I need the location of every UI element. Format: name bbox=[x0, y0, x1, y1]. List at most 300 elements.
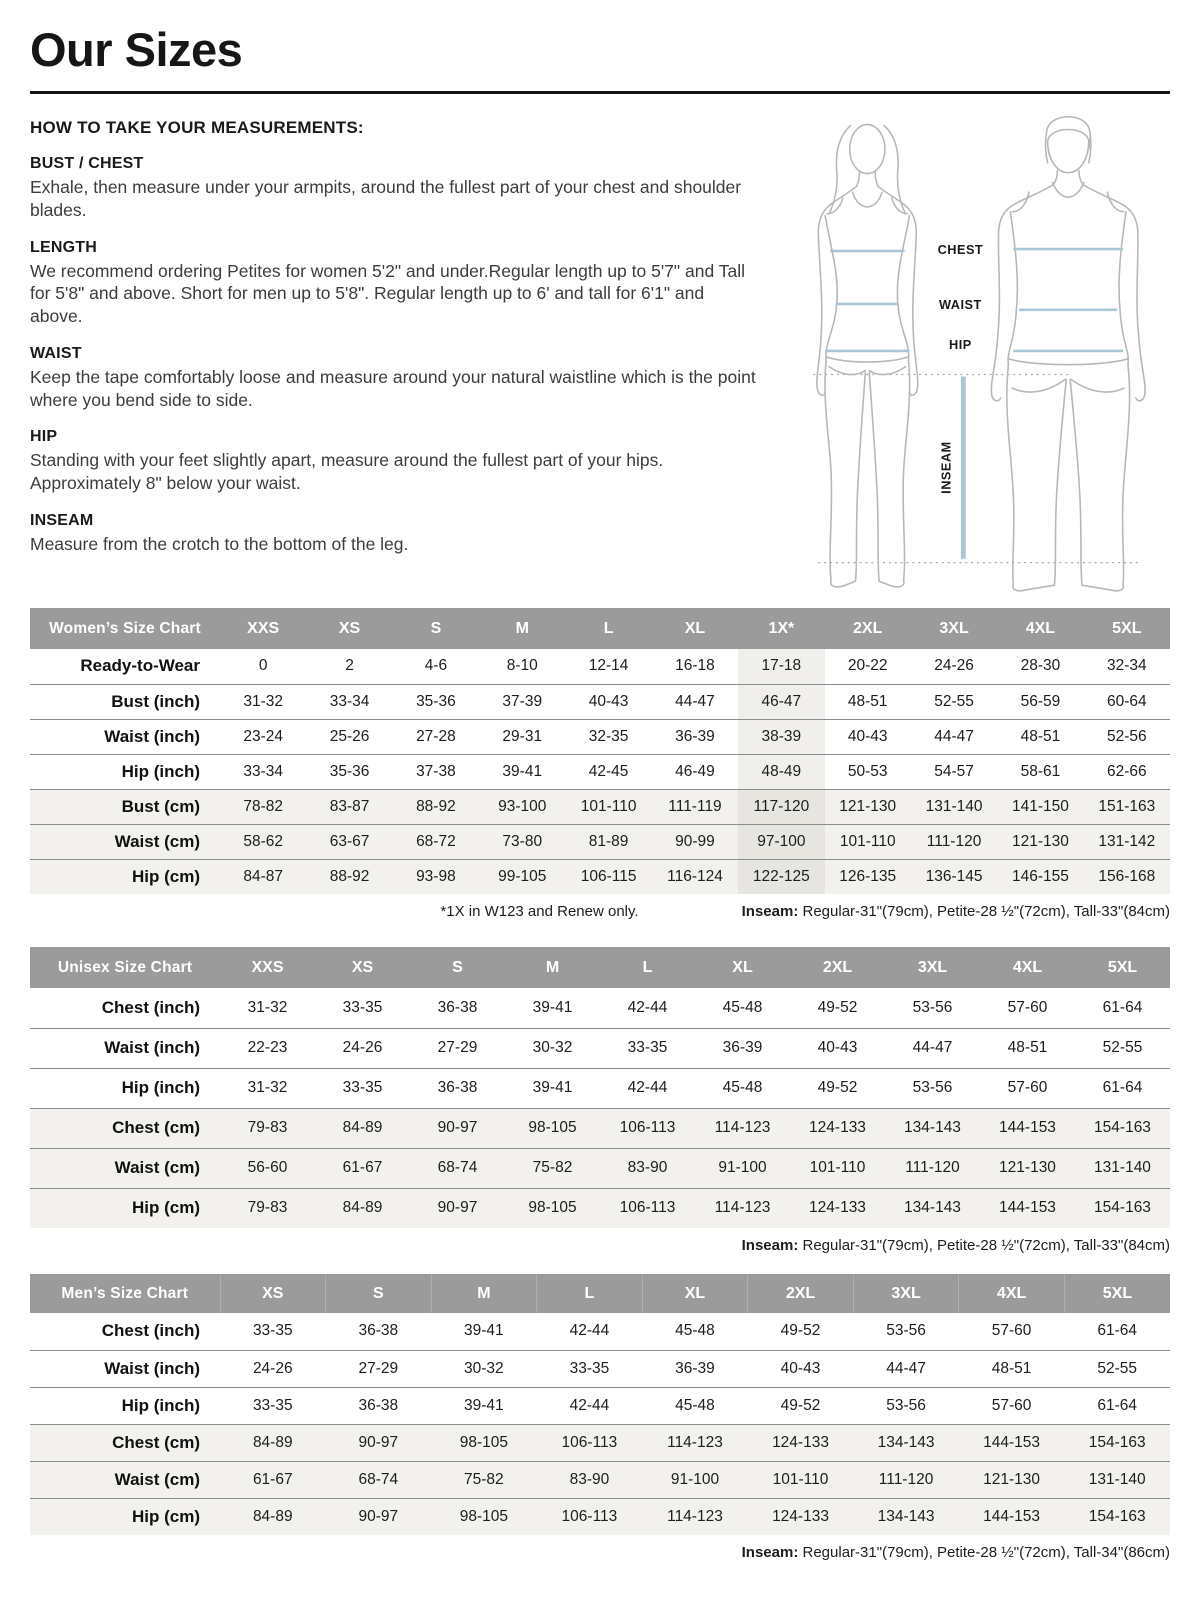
size-cell: 33-35 bbox=[342, 1079, 383, 1096]
size-cell: 44-47 bbox=[912, 1039, 953, 1056]
size-cell: 33-35 bbox=[569, 1359, 610, 1377]
size-cell: 31-32 bbox=[247, 1079, 288, 1096]
size-cell: 54-57 bbox=[934, 762, 974, 780]
size-cell: 98-105 bbox=[505, 1108, 600, 1148]
size-cell: 134-143 bbox=[885, 1188, 980, 1228]
size-cell: 52-55 bbox=[934, 692, 974, 710]
size-cell: 49-52 bbox=[780, 1322, 821, 1340]
size-column-header: XL bbox=[652, 608, 738, 649]
table-row bbox=[30, 1148, 1170, 1188]
size-cell: 27-29 bbox=[437, 1039, 478, 1056]
row-label: Bust (inch) bbox=[111, 691, 200, 711]
size-cell: 40-43 bbox=[780, 1359, 821, 1377]
size-column-header: 4XL bbox=[997, 608, 1083, 649]
size-cell: 126-135 bbox=[825, 859, 911, 894]
size-cell: 90-97 bbox=[410, 1108, 505, 1148]
womens-inseam-note bbox=[742, 903, 1170, 920]
size-cell: 111-119 bbox=[652, 789, 738, 824]
size-cell: 84-89 bbox=[315, 1108, 410, 1148]
size-cell: 90-97 bbox=[326, 1424, 432, 1461]
size-cell: 33-34 bbox=[243, 762, 283, 780]
size-cell: 53-56 bbox=[886, 1396, 926, 1414]
size-cell: 88-92 bbox=[306, 859, 392, 894]
size-cell: 144-153 bbox=[980, 1108, 1075, 1148]
size-cell: 2 bbox=[345, 657, 354, 675]
row-label: Bust (cm) bbox=[30, 789, 220, 824]
size-cell: 154-163 bbox=[1075, 1108, 1170, 1148]
section-body-inseam: Measure from the crotch to the bottom of the leg. bbox=[30, 533, 409, 554]
size-cell: 61-64 bbox=[1102, 998, 1143, 1016]
size-cell: 68-72 bbox=[393, 824, 479, 859]
size-cell: 90-97 bbox=[410, 1188, 505, 1228]
size-cell: 42-44 bbox=[627, 998, 668, 1016]
table-row bbox=[30, 1028, 1170, 1068]
female-figure bbox=[817, 125, 918, 587]
size-cell: 56-60 bbox=[220, 1148, 315, 1188]
size-column-header: 3XL bbox=[885, 947, 980, 988]
size-cell: 84-89 bbox=[315, 1188, 410, 1228]
section-title-length: LENGTH bbox=[30, 238, 97, 256]
chest-label: CHEST bbox=[937, 241, 984, 257]
size-cell: 75-82 bbox=[505, 1148, 600, 1188]
size-cell: 98-105 bbox=[431, 1424, 537, 1461]
size-cell: 38-39 bbox=[738, 719, 824, 754]
size-cell: 36-39 bbox=[675, 727, 715, 745]
table-header-row bbox=[30, 947, 1170, 988]
size-cell: 48-51 bbox=[991, 1359, 1032, 1377]
row-label: Waist (inch) bbox=[104, 726, 200, 746]
row-label: Ready-to-Wear bbox=[80, 656, 200, 676]
measurement-instructions bbox=[30, 104, 756, 556]
size-cell: 36-38 bbox=[358, 1396, 399, 1414]
size-cell: 101-110 bbox=[825, 824, 911, 859]
size-cell: 42-45 bbox=[588, 762, 629, 780]
size-cell: 46-47 bbox=[738, 684, 824, 719]
size-cell: 31-32 bbox=[247, 998, 288, 1016]
table-header-row bbox=[30, 1274, 1170, 1313]
size-cell: 45-48 bbox=[722, 998, 763, 1016]
size-cell: 57-60 bbox=[1007, 1079, 1048, 1096]
row-label: Waist (inch) bbox=[104, 1038, 200, 1057]
size-cell: 37-39 bbox=[502, 692, 543, 710]
size-cell: 83-90 bbox=[537, 1461, 643, 1498]
size-cell: 35-36 bbox=[416, 692, 456, 710]
size-cell: 101-110 bbox=[790, 1148, 885, 1188]
size-cell: 90-99 bbox=[652, 824, 738, 859]
size-cell: 101-110 bbox=[748, 1461, 854, 1498]
size-cell: 84-89 bbox=[220, 1498, 326, 1535]
size-cell: 32-34 bbox=[1106, 657, 1147, 675]
size-cell: 33-35 bbox=[252, 1322, 293, 1340]
size-column-header: M bbox=[479, 608, 565, 649]
size-cell: 93-98 bbox=[393, 859, 479, 894]
section-title-hip: HIP bbox=[30, 428, 58, 446]
size-column-header: XS bbox=[315, 947, 410, 988]
size-cell: 83-90 bbox=[600, 1148, 695, 1188]
size-column-header: 5XL bbox=[1064, 1274, 1170, 1313]
table-row bbox=[30, 719, 1170, 754]
size-cell: 57-60 bbox=[991, 1396, 1032, 1414]
size-cell: 58-61 bbox=[1020, 762, 1061, 780]
size-cell: 53-56 bbox=[912, 1079, 953, 1096]
size-cell: 116-124 bbox=[652, 859, 738, 894]
section-body-bust-chest: Exhale, then measure under your armpits, around the fullest part of your chest and shoulder blades. bbox=[30, 177, 742, 220]
size-cell: 33-35 bbox=[342, 998, 383, 1016]
size-column-header: 2XL bbox=[790, 947, 885, 988]
size-column-header: S bbox=[393, 608, 479, 649]
size-cell: 131-140 bbox=[911, 789, 997, 824]
row-label: Chest (cm) bbox=[30, 1108, 220, 1148]
size-cell: 24-26 bbox=[342, 1039, 383, 1056]
size-cell: 111-120 bbox=[885, 1148, 980, 1188]
inseam-note-label: Inseam: bbox=[741, 1544, 799, 1561]
size-cell: 124-133 bbox=[790, 1108, 885, 1148]
size-cell: 61-64 bbox=[1102, 1079, 1143, 1096]
size-cell: 121-130 bbox=[980, 1148, 1075, 1188]
size-column-header: 4XL bbox=[959, 1274, 1065, 1313]
size-cell: 90-97 bbox=[326, 1498, 432, 1535]
size-cell: 49-52 bbox=[780, 1396, 821, 1414]
size-cell: 61-64 bbox=[1097, 1322, 1138, 1340]
size-cell: 111-120 bbox=[911, 824, 997, 859]
size-cell: 36-38 bbox=[358, 1322, 399, 1340]
table-row bbox=[30, 1498, 1170, 1535]
size-cell: 84-89 bbox=[220, 1424, 326, 1461]
row-label: Waist (cm) bbox=[30, 1461, 220, 1498]
size-cell: 144-153 bbox=[959, 1424, 1065, 1461]
inseam-note-label: Inseam: bbox=[741, 1237, 799, 1254]
size-cell: 121-130 bbox=[825, 789, 911, 824]
size-cell: 111-120 bbox=[853, 1461, 959, 1498]
size-column-header: 3XL bbox=[911, 608, 997, 649]
table-row bbox=[30, 1313, 1170, 1350]
size-cell: 42-44 bbox=[569, 1322, 610, 1340]
size-cell: 39-41 bbox=[464, 1322, 504, 1340]
size-cell: 61-67 bbox=[220, 1461, 326, 1498]
size-column-header: M bbox=[431, 1274, 537, 1313]
size-cell: 106-113 bbox=[537, 1498, 643, 1535]
row-label: Chest (inch) bbox=[101, 997, 200, 1017]
size-cell: 52-55 bbox=[1102, 1039, 1143, 1056]
size-cell: 124-133 bbox=[748, 1498, 854, 1535]
table-row bbox=[30, 1424, 1170, 1461]
size-cell: 48-51 bbox=[1020, 727, 1061, 745]
section-title-inseam: INSEAM bbox=[30, 511, 94, 529]
size-cell: 124-133 bbox=[790, 1188, 885, 1228]
size-cell: 36-38 bbox=[437, 1079, 478, 1096]
size-cell: 40-43 bbox=[817, 1039, 858, 1056]
size-cell: 136-145 bbox=[911, 859, 997, 894]
size-cell: 44-47 bbox=[934, 727, 974, 745]
size-column-header: S bbox=[326, 1274, 432, 1313]
size-cell: 106-115 bbox=[565, 859, 651, 894]
size-cell: 33-35 bbox=[627, 1039, 668, 1056]
size-column-header: 5XL bbox=[1084, 608, 1170, 649]
table-row bbox=[30, 1461, 1170, 1498]
size-cell: 30-32 bbox=[532, 1039, 573, 1056]
size-cell: 53-56 bbox=[912, 998, 953, 1016]
table-row bbox=[30, 684, 1170, 719]
size-cell: 49-52 bbox=[817, 998, 858, 1016]
size-cell: 36-39 bbox=[722, 1039, 763, 1056]
row-label: Chest (inch) bbox=[101, 1321, 200, 1341]
size-column-header: XS bbox=[306, 608, 392, 649]
row-label: Waist (inch) bbox=[104, 1358, 200, 1378]
size-cell: 52-56 bbox=[1106, 727, 1147, 745]
size-column-header: L bbox=[537, 1274, 643, 1313]
section-body-length: We recommend ordering Petites for women 5'2" and under.Regular length up to 5'7" and Tall for 5'8" and above. Short for men up to 5'8". Regular length up to 6' and tall for 6'1" and above. bbox=[30, 260, 745, 326]
size-cell: 12-14 bbox=[588, 657, 629, 675]
size-cell: 68-74 bbox=[326, 1461, 432, 1498]
size-cell: 98-105 bbox=[505, 1188, 600, 1228]
size-cell: 144-153 bbox=[980, 1188, 1075, 1228]
table-row bbox=[30, 1188, 1170, 1228]
size-cell: 151-163 bbox=[1084, 789, 1170, 824]
size-cell: 61-67 bbox=[315, 1148, 410, 1188]
size-cell: 33-34 bbox=[329, 692, 370, 710]
size-cell: 134-143 bbox=[853, 1498, 959, 1535]
mens-inseam-note bbox=[742, 1544, 1170, 1561]
size-cell: 81-89 bbox=[565, 824, 651, 859]
size-cell: 23-24 bbox=[243, 727, 283, 745]
size-cell: 39-41 bbox=[532, 998, 573, 1016]
row-label: Hip (inch) bbox=[121, 761, 200, 781]
size-cell: 114-123 bbox=[642, 1498, 748, 1535]
size-cell: 114-123 bbox=[642, 1424, 748, 1461]
row-label: Hip (cm) bbox=[30, 1498, 220, 1535]
size-column-header: XS bbox=[220, 1274, 326, 1313]
inseam-note-text: Regular-31"(79cm), Petite-28 ½"(72cm), Tall-33"(84cm) bbox=[798, 1237, 1170, 1254]
waist-label: WAIST bbox=[939, 296, 982, 312]
inseam-note-text: Regular-31"(79cm), Petite-28 ½"(72cm), Tall-33"(84cm) bbox=[798, 903, 1170, 920]
size-cell: 121-130 bbox=[997, 824, 1083, 859]
unisex-size-chart-section bbox=[30, 947, 1170, 1254]
table-header-row bbox=[30, 608, 1170, 649]
row-label: Waist (cm) bbox=[30, 824, 220, 859]
size-cell: 61-64 bbox=[1097, 1396, 1138, 1414]
size-cell: 79-83 bbox=[220, 1108, 315, 1148]
size-cell: 36-39 bbox=[675, 1359, 715, 1377]
table-row bbox=[30, 824, 1170, 859]
size-cell: 4-6 bbox=[424, 657, 448, 675]
size-cell: 36-38 bbox=[437, 998, 478, 1016]
size-column-header: L bbox=[600, 947, 695, 988]
size-cell: 114-123 bbox=[695, 1188, 790, 1228]
size-cell: 52-55 bbox=[1097, 1359, 1138, 1377]
unisex-table-notes bbox=[30, 1237, 1170, 1254]
table-row bbox=[30, 988, 1170, 1028]
size-cell: 39-41 bbox=[532, 1079, 573, 1096]
size-cell: 91-100 bbox=[642, 1461, 748, 1498]
size-cell: 49-52 bbox=[817, 1079, 858, 1096]
size-cell: 28-30 bbox=[1020, 657, 1061, 675]
size-cell: 40-43 bbox=[588, 692, 629, 710]
size-cell: 50-53 bbox=[847, 762, 888, 780]
table-row bbox=[30, 754, 1170, 789]
size-column-header: 5XL bbox=[1075, 947, 1170, 988]
row-label: Chest (cm) bbox=[30, 1424, 220, 1461]
size-column-header: XXS bbox=[220, 608, 306, 649]
size-cell: 154-163 bbox=[1064, 1498, 1170, 1535]
size-cell: 53-56 bbox=[886, 1322, 926, 1340]
size-column-header: S bbox=[410, 947, 505, 988]
table-row bbox=[30, 859, 1170, 894]
size-cell: 114-123 bbox=[695, 1108, 790, 1148]
section-title-waist: WAIST bbox=[30, 344, 82, 362]
table-row bbox=[30, 1350, 1170, 1387]
mens-size-chart-section bbox=[30, 1274, 1170, 1561]
size-cell: 83-87 bbox=[306, 789, 392, 824]
table-row bbox=[30, 789, 1170, 824]
womens-size-chart-table bbox=[30, 608, 1170, 894]
size-cell: 39-41 bbox=[464, 1396, 504, 1414]
inseam-note-label: Inseam: bbox=[741, 903, 799, 920]
womens-size-chart-section bbox=[30, 608, 1170, 920]
size-cell: 78-82 bbox=[220, 789, 306, 824]
size-column-header: L bbox=[565, 608, 651, 649]
size-cell: 8-10 bbox=[506, 657, 538, 675]
size-cell: 124-133 bbox=[748, 1424, 854, 1461]
size-cell: 141-150 bbox=[997, 789, 1083, 824]
size-cell: 121-130 bbox=[959, 1461, 1065, 1498]
size-cell: 30-32 bbox=[464, 1359, 504, 1377]
row-label: Hip (inch) bbox=[121, 1078, 200, 1097]
instructions-heading: HOW TO TAKE YOUR MEASUREMENTS: bbox=[30, 118, 364, 137]
size-cell: 20-22 bbox=[847, 657, 888, 675]
size-cell: 57-60 bbox=[991, 1322, 1032, 1340]
unisex-size-chart-table bbox=[30, 947, 1170, 1228]
size-cell: 22-23 bbox=[247, 1039, 288, 1056]
size-cell: 134-143 bbox=[885, 1108, 980, 1148]
size-column-header: M bbox=[505, 947, 600, 988]
row-label: Hip (inch) bbox=[121, 1395, 200, 1415]
womens-table-notes bbox=[30, 903, 1170, 920]
table-title: Women’s Size Chart bbox=[30, 608, 220, 649]
size-cell: 27-28 bbox=[416, 727, 456, 745]
size-column-header: 3XL bbox=[853, 1274, 959, 1313]
size-column-header: 2XL bbox=[825, 608, 911, 649]
size-cell: 93-100 bbox=[479, 789, 565, 824]
size-cell: 122-125 bbox=[738, 859, 824, 894]
table-row bbox=[30, 1108, 1170, 1148]
size-cell: 98-105 bbox=[431, 1498, 537, 1535]
measurement-diagram bbox=[770, 104, 1190, 594]
size-cell: 88-92 bbox=[393, 789, 479, 824]
size-cell: 106-113 bbox=[600, 1188, 695, 1228]
size-cell: 32-35 bbox=[588, 727, 629, 745]
size-cell: 131-140 bbox=[1075, 1148, 1170, 1188]
size-cell: 48-49 bbox=[738, 754, 824, 789]
size-cell: 101-110 bbox=[565, 789, 651, 824]
size-cell: 58-62 bbox=[220, 824, 306, 859]
male-figure bbox=[991, 117, 1145, 591]
size-cell: 42-44 bbox=[569, 1396, 610, 1414]
size-cell: 146-155 bbox=[997, 859, 1083, 894]
size-cell: 27-29 bbox=[358, 1359, 399, 1377]
size-cell: 56-59 bbox=[1020, 692, 1061, 710]
measurement-diagram-svg bbox=[770, 104, 1190, 594]
section-body-hip: Standing with your feet slightly apart, measure around the fullest part of your hips. Approximately 8" below your waist. bbox=[30, 450, 664, 493]
size-cell: 31-32 bbox=[243, 692, 283, 710]
mens-table-notes bbox=[30, 1544, 1170, 1561]
size-cell: 25-26 bbox=[329, 727, 370, 745]
size-cell: 63-67 bbox=[306, 824, 392, 859]
size-cell: 134-143 bbox=[853, 1424, 959, 1461]
size-cell: 42-44 bbox=[627, 1079, 668, 1096]
womens-1x-footnote: *1X in W123 and Renew only. bbox=[440, 903, 639, 920]
size-cell: 24-26 bbox=[252, 1359, 293, 1377]
size-column-header: 2XL bbox=[748, 1274, 854, 1313]
size-cell: 117-120 bbox=[738, 789, 824, 824]
size-column-header: 1X* bbox=[738, 608, 824, 649]
section-title-bust-chest: BUST / CHEST bbox=[30, 155, 144, 172]
size-cell: 17-18 bbox=[738, 649, 824, 684]
size-cell: 0 bbox=[258, 657, 268, 675]
size-cell: 37-38 bbox=[416, 762, 456, 780]
size-cell: 39-41 bbox=[502, 762, 543, 780]
size-cell: 97-100 bbox=[738, 824, 824, 859]
size-column-header: XL bbox=[695, 947, 790, 988]
size-column-header: XL bbox=[642, 1274, 748, 1313]
mens-size-chart-table bbox=[30, 1274, 1170, 1535]
size-cell: 44-47 bbox=[886, 1359, 926, 1377]
size-cell: 45-48 bbox=[675, 1322, 715, 1340]
page-title: Our Sizes bbox=[30, 23, 243, 76]
size-cell: 29-31 bbox=[502, 727, 543, 745]
table-row bbox=[30, 1068, 1170, 1108]
size-cell: 62-66 bbox=[1106, 762, 1147, 780]
unisex-inseam-note bbox=[742, 1237, 1170, 1254]
size-cell: 156-168 bbox=[1084, 859, 1170, 894]
size-cell: 154-163 bbox=[1075, 1188, 1170, 1228]
size-cell: 35-36 bbox=[329, 762, 370, 780]
table-title: Unisex Size Chart bbox=[30, 947, 220, 988]
size-cell: 45-48 bbox=[675, 1396, 715, 1414]
size-cell: 154-163 bbox=[1064, 1424, 1170, 1461]
size-cell: 106-113 bbox=[537, 1424, 643, 1461]
size-cell: 48-51 bbox=[1007, 1039, 1048, 1056]
size-cell: 48-51 bbox=[847, 692, 888, 710]
hip-label: HIP bbox=[949, 337, 972, 352]
size-column-header: XXS bbox=[220, 947, 315, 988]
size-cell: 68-74 bbox=[410, 1148, 505, 1188]
size-cell: 79-83 bbox=[220, 1188, 315, 1228]
size-cell: 44-47 bbox=[675, 692, 715, 710]
size-cell: 73-80 bbox=[479, 824, 565, 859]
size-cell: 33-35 bbox=[252, 1396, 293, 1414]
title-divider bbox=[30, 91, 1170, 94]
size-cell: 45-48 bbox=[722, 1079, 763, 1096]
size-cell: 60-64 bbox=[1106, 692, 1147, 710]
table-row bbox=[30, 1387, 1170, 1424]
inseam-note-text: Regular-31"(79cm), Petite-28 ½"(72cm), Tall-34"(86cm) bbox=[798, 1544, 1170, 1561]
row-label: Waist (cm) bbox=[30, 1148, 220, 1188]
size-cell: 106-113 bbox=[600, 1108, 695, 1148]
size-cell: 144-153 bbox=[959, 1498, 1065, 1535]
table-title: Men’s Size Chart bbox=[30, 1274, 220, 1313]
size-cell: 131-140 bbox=[1064, 1461, 1170, 1498]
size-cell: 75-82 bbox=[431, 1461, 537, 1498]
size-cell: 46-49 bbox=[675, 762, 715, 780]
size-cell: 84-87 bbox=[220, 859, 306, 894]
size-cell: 40-43 bbox=[847, 727, 888, 745]
size-cell: 131-142 bbox=[1084, 824, 1170, 859]
section-body-waist: Keep the tape comfortably loose and measure around your natural waistline which is the point where you bend side to side. bbox=[30, 366, 756, 410]
row-label: Hip (cm) bbox=[30, 1188, 220, 1228]
size-cell: 57-60 bbox=[1007, 998, 1048, 1016]
size-column-header: 4XL bbox=[980, 947, 1075, 988]
size-cell: 16-18 bbox=[675, 657, 715, 675]
